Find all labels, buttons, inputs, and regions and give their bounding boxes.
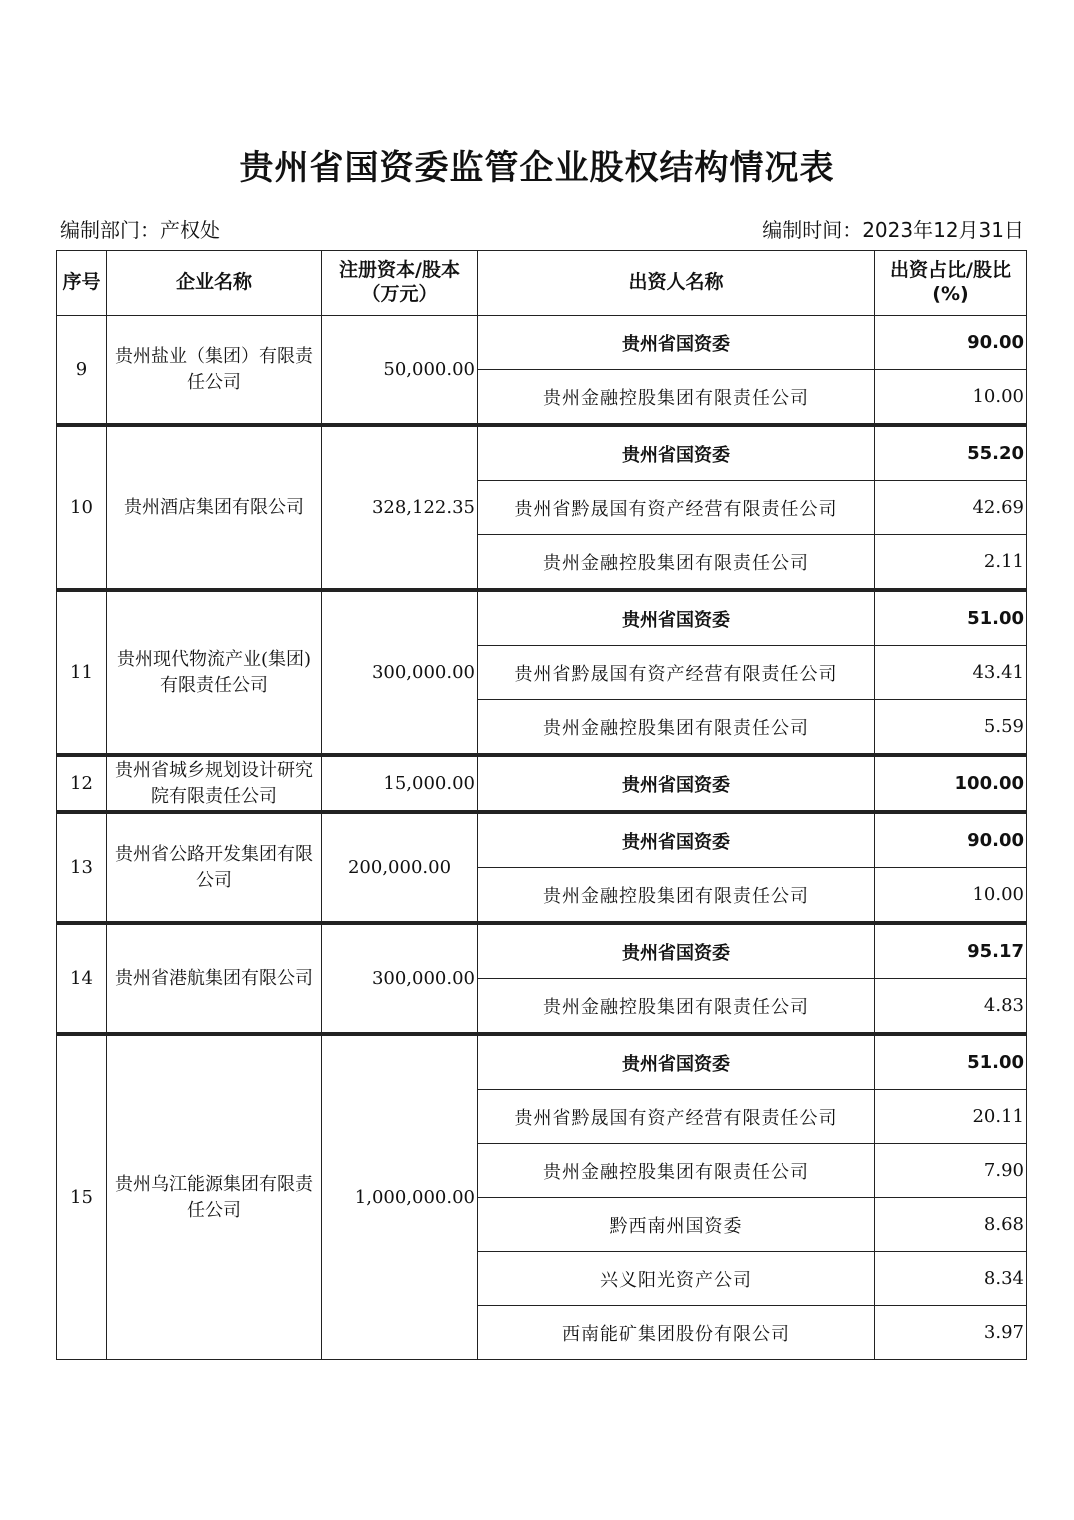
capital-cell: 300,000.00	[322, 923, 478, 1034]
header-capital: 注册资本/股本（万元）	[322, 251, 478, 316]
ratio-cell: 7.90	[875, 1144, 1027, 1198]
investor-name-cell: 贵州省国资委	[478, 812, 875, 868]
table-row	[57, 316, 1027, 370]
investor-name-cell: 贵州金融控股集团有限责任公司	[478, 535, 875, 591]
capital-cell: 15,000.00	[322, 755, 478, 812]
investor-name-cell: 贵州金融控股集团有限责任公司	[478, 700, 875, 756]
header-row	[57, 251, 1027, 316]
table-row	[57, 755, 1027, 812]
ratio-cell: 51.00	[875, 590, 1027, 646]
ratio-cell: 90.00	[875, 316, 1027, 370]
ratio-cell: 4.83	[875, 979, 1027, 1035]
company-name-cell: 贵州盐业（集团）有限责任公司	[107, 316, 322, 426]
ratio-cell: 8.34	[875, 1252, 1027, 1306]
ratio-cell: 100.00	[875, 755, 1027, 812]
table-row	[57, 590, 1027, 646]
seq-cell: 12	[57, 755, 107, 812]
investor-name-cell: 贵州金融控股集团有限责任公司	[478, 1144, 875, 1198]
seq-cell: 11	[57, 590, 107, 755]
ratio-cell: 10.00	[875, 868, 1027, 924]
capital-cell: 50,000.00	[322, 316, 478, 426]
investor-name-cell: 贵州省国资委	[478, 425, 875, 481]
company-name-cell: 贵州省公路开发集团有限公司	[107, 812, 322, 923]
equity-structure-table	[56, 250, 1027, 1360]
header-investor: 出资人名称	[478, 251, 875, 316]
seq-cell: 13	[57, 812, 107, 923]
ratio-cell: 20.11	[875, 1090, 1027, 1144]
ratio-cell: 3.97	[875, 1306, 1027, 1360]
header-seq: 序号	[57, 251, 107, 316]
investor-name-cell: 贵州金融控股集团有限责任公司	[478, 979, 875, 1035]
investor-name-cell: 兴义阳光资产公司	[478, 1252, 875, 1306]
seq-cell: 14	[57, 923, 107, 1034]
table-body	[57, 316, 1027, 1360]
investor-name-cell: 贵州省黔晟国有资产经营有限责任公司	[478, 481, 875, 535]
company-name-cell: 贵州乌江能源集团有限责任公司	[107, 1034, 322, 1360]
department-label: 编制部门：产权处	[60, 218, 220, 242]
ratio-cell: 42.69	[875, 481, 1027, 535]
table-row	[57, 425, 1027, 481]
ratio-cell: 8.68	[875, 1198, 1027, 1252]
company-name-cell: 贵州现代物流产业(集团)有限责任公司	[107, 590, 322, 755]
ratio-cell: 95.17	[875, 923, 1027, 979]
header-company: 企业名称	[107, 251, 322, 316]
investor-name-cell: 贵州金融控股集团有限责任公司	[478, 370, 875, 426]
ratio-cell: 55.20	[875, 425, 1027, 481]
company-name-cell: 贵州酒店集团有限公司	[107, 425, 322, 590]
ratio-cell: 2.11	[875, 535, 1027, 591]
ratio-cell: 51.00	[875, 1034, 1027, 1090]
investor-name-cell: 贵州省黔晟国有资产经营有限责任公司	[478, 1090, 875, 1144]
ratio-cell: 10.00	[875, 370, 1027, 426]
investor-name-cell: 贵州省黔晟国有资产经营有限责任公司	[478, 646, 875, 700]
ratio-cell: 43.41	[875, 646, 1027, 700]
investor-name-cell: 黔西南州国资委	[478, 1198, 875, 1252]
capital-cell: 328,122.35	[322, 425, 478, 590]
table-row	[57, 923, 1027, 979]
page-title: 贵州省国资委监管企业股权结构情况表	[239, 148, 835, 188]
ratio-cell: 90.00	[875, 812, 1027, 868]
table-row	[57, 1034, 1027, 1090]
seq-cell: 15	[57, 1034, 107, 1360]
capital-cell: 300,000.00	[322, 590, 478, 755]
date-label: 编制时间：2023年12月31日	[762, 218, 1024, 242]
company-name-cell: 贵州省城乡规划设计研究院有限责任公司	[107, 755, 322, 812]
header-ratio: 出资占比/股比(%)	[875, 251, 1027, 316]
ratio-cell: 5.59	[875, 700, 1027, 756]
capital-cell: 1,000,000.00	[322, 1034, 478, 1360]
investor-name-cell: 贵州省国资委	[478, 316, 875, 370]
investor-name-cell: 贵州金融控股集团有限责任公司	[478, 868, 875, 924]
capital-cell: 200,000.00	[322, 812, 478, 923]
seq-cell: 10	[57, 425, 107, 590]
company-name-cell: 贵州省港航集团有限公司	[107, 923, 322, 1034]
investor-name-cell: 贵州省国资委	[478, 1034, 875, 1090]
table-row	[57, 812, 1027, 868]
seq-cell: 9	[57, 316, 107, 426]
investor-name-cell: 贵州省国资委	[478, 923, 875, 979]
investor-name-cell: 西南能矿集团股份有限公司	[478, 1306, 875, 1360]
investor-name-cell: 贵州省国资委	[478, 590, 875, 646]
investor-name-cell: 贵州省国资委	[478, 755, 875, 812]
